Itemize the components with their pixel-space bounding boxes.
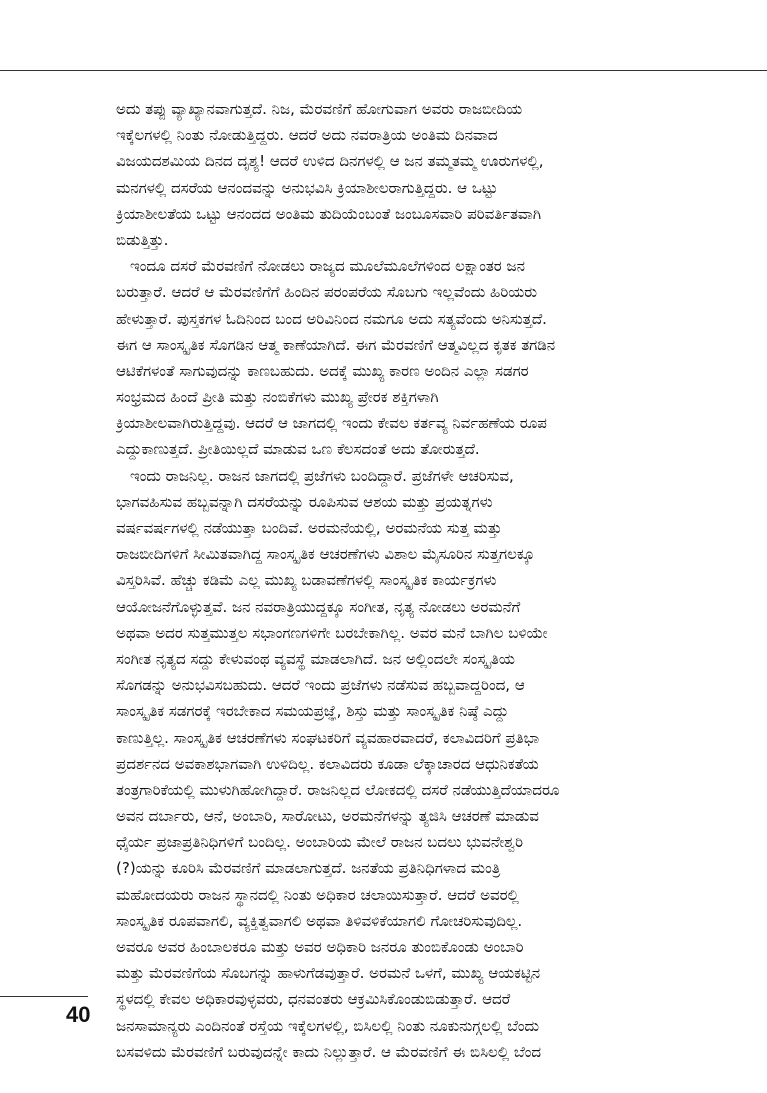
text-line: ಈಗ ಆ ಸಾಂಸ್ಕೃತಿಕ ಸೊಗಡಿನ ಆತ್ಮ ಕಾಣೆಯಾಗಿದೆ. ಈಗ ಮೆರವಣಿಗೆ ಆತ್ಮವಿಲ್ಲದ ಕೃತಕ ತಗಡಿನ [116,335,556,354]
footer-rule [0,996,88,997]
text-line: ಧೈರ್ಯ ಪ್ರಜಾಪ್ರತಿನಿಧಿಗಳಿಗೆ ಬಂದಿಲ್ಲ. ಅಂಬಾರಿಯ ಮೇಲೆ ರಾಜನ ಬದಲು ಭುವನೇಶ್ವರಿ [116,833,524,852]
text-line: ಸೊಗಡನ್ನು ಅನುಭವಿಸಬಹುದು. ಆದರೆ ಇಂದು ಪ್ರಜೆಗಳು ನಡೆಸುವ ಹಬ್ಬವಾದ್ದರಿಂದ, ಆ [116,676,525,695]
page-number: 40 [66,1002,91,1027]
text-line [116,1065,696,1091]
text-line: ಅದು ತಪ್ಪು ವ್ಯಾಖ್ಯಾನವಾಗುತ್ತದೆ. ನಿಜ, ಮೆರವಣಿಗೆ ಹೋಗುವಾಗ ಅವರು ರಾಜಬೀದಿಯ [116,100,523,118]
text-line: ಭಾಗವಹಿಸುವ ಹಬ್ಬವನ್ನಾಗಿ ದಸರೆಯನ್ನು ರೂಪಿಸುವ ಆಶಯ ಮತ್ತು ಪ್ರಯತ್ನಗಳು [116,492,493,511]
text-line: ವಿಸ್ತರಿಸಿವೆ. ಹೆಚ್ಚು ಕಡಿಮೆ ಎಲ್ಲ ಮುಖ್ಯ ಬಡಾವಣೆಗಳಲ್ಲಿ ಸಾಂಸ್ಕೃತಿಕ ಕಾರ್ಯಕ್ರಗಳು [116,571,497,590]
text-line: ಬಿಡುತ್ತಿತ್ತು. [116,230,169,249]
paragraph-start-line: ಇಂದು ರಾಜನಿಲ್ಲ. ರಾಜನ ಜಾಗದಲ್ಲಿ ಪ್ರಜೆಗಳು ಬಂದಿದ್ದಾರೆ. ಪ್ರಜೆಗಳೇ ಆಚರಿಸುವ, [130,466,514,485]
text-line: ಹೇಳುತ್ತಾರೆ. ಪುಸ್ತಕಗಳ ಓದಿನಿಂದ ಬಂದ ಅರಿವಿನಿಂದ ನಮಗೂ ಅದು ಸತ್ಯವೆಂದು ಅನಿಸುತ್ತದೆ. [116,309,547,328]
text-line: ವರ್ಷವರ್ಷಗಳಲ್ಲಿ ನಡೆಯುತ್ತಾ ಬಂದಿವೆ. ಅರಮನೆಯಲ್ಲಿ, ಅರಮನೆಯ ಸುತ್ತ ಮತ್ತು [116,519,502,537]
text-line: ಆಟಿಕೆಗಳಂತೆ ಸಾಗುವುದನ್ನು ಕಾಣಬಹುದು. ಅದಕ್ಕೆ ಮುಖ್ಯ ಕಾರಣ ಅಂದಿನ ಎಲ್ಲಾ ಸಡಗರ [116,361,529,380]
text-line: ಅವರೂ ಅವರ ಹಿಂಬಾಲಕರೂ ಮತ್ತು ಅವರ ಅಧಿಕಾರಿ ಜನರೂ ತುಂಬಿಕೊಂಡು ಅಂಬಾರಿ [116,938,524,956]
text-line: ಸಾಂಸ್ಕೃತಿಕ ರೂಪವಾಗಲಿ, ವ್ಯಕ್ತಿತ್ವವಾಗಲಿ ಅಥವಾ ತಿಳಿವಳಿಕೆಯಾಗಲಿ ಗೋಚರಿಸುವುದಿಲ್ಲ. [116,911,523,930]
header-rule [0,70,767,71]
text-line: ಮತ್ತು ಮೆರವಣಿಗೆಯ ಸೊಬಗನ್ನು ಹಾಳುಗೆಡವುತ್ತಾರೆ. ಅರಮನೆ ಒಳಗೆ, ಮುಖ್ಯ ಆಯಕಟ್ಟಿನ [116,964,541,983]
text-line: ಕಾಣುತ್ತಿಲ್ಲ. ಸಾಂಸ್ಕೃತಿಕ ಆಚರಣೆಗಳು ಸಂಘಟಕರಿಗೆ ವ್ಯವಹಾರವಾದರೆ, ಕಲಾವಿದರಿಗೆ ಪ್ರತಿಭಾ [116,728,540,747]
text-line: ಬಸವಳಿದು ಮೆರವಣಿಗೆ ಬರುವುದನ್ನೇ ಕಾದು ನಿಲ್ಲುತ್ತಾರೆ. ಆ ಮೆರವಣಿಗೆ ಈ ಬಿಸಿಲಲ್ಲಿ ಬೆಂದ [116,1042,542,1061]
text-line: ಜನಸಾಮಾನ್ಯರು ಎಂದಿನಂತೆ ರಸ್ತೆಯ ಇಕ್ಕೆಲಗಳಲ್ಲಿ, ಬಿಸಿಲಲ್ಲಿ ನಿಂತು ನೂಕುನುಗ್ಗಲಲ್ಲಿ ಬೆಂದು [116,1016,540,1035]
text-line: ಅವನ ದರ್ಬಾರು, ಆನೆ, ಅಂಬಾರಿ, ಸಾರೋಟು, ಅರಮನೆಗಳನ್ನು ತ್ಯಜಿಸಿ ಆಚರಣೆ ಮಾಡುವ [116,807,539,826]
text-line: ಎದ್ದುಕಾಣುತ್ತದೆ. ಪ್ರೀತಿಯಿಲ್ಲದೆ ಮಾಡುವ ಒಣ ಕೆಲಸದಂತೆ ಅದು ತೋರುತ್ತದೆ. [116,440,480,459]
text-line: ಸ್ಥಳದಲ್ಲಿ ಕೇವಲ ಅಧಿಕಾರವುಳ್ಳವರು, ಧನವಂತರು ಆಕ್ರಮಿಸಿಕೊಂಡುಬಿಡುತ್ತಾರೆ. ಆದರೆ [116,990,511,1009]
text-line: ರಾಜಬೀದಿಗಳಿಗೆ ಸೀಮಿತವಾಗಿದ್ದ ಸಾಂಸ್ಕೃತಿಕ ಆಚರಣೆಗಳು ವಿಶಾಲ ಮೈಸೂರಿನ ಸುತ್ತಗಲಕ್ಕೂ [116,545,535,564]
text-line: ಇಕ್ಕೆಲಗಳಲ್ಲಿ ನಿಂತು ನೋಡುತ್ತಿದ್ದರು. ಆದರೆ ಅದು ನವರಾತ್ರಿಯ ಅಂತಿಮ ದಿನವಾದ [116,126,498,145]
text-line: ವಿಜಯದಶಮಿಯ ದಿನದ ದೃಶ್ಯ! ಆದರೆ ಉಳಿದ ದಿನಗಳಲ್ಲಿ ಆ ಜನ ತಮ್ಮತಮ್ಮ ಊರುಗಳಲ್ಲಿ, [116,152,544,171]
text-line: ಸಂಭ್ರಮದ ಹಿಂದೆ ಪ್ರೀತಿ ಮತ್ತು ನಂಬಿಕೆಗಳು ಮುಖ್ಯ ಪ್ರೇರಕ ಶಕ್ತಿಗಳಾಗಿ [116,388,439,407]
text-line: (?)ಯನ್ನು ಕೂರಿಸಿ ಮೆರವಣಿಗೆ ಮಾಡಲಾಗುತ್ತದೆ. ಜನತೆಯ ಪ್ರತಿನಿಧಿಗಳಾದ ಮಂತ್ರಿ [116,859,501,878]
text-line: ಅಥವಾ ಅದರ ಸುತ್ತಮುತ್ತಲ ಸಭಾಂಗಣಗಳಿಗೇ ಬರಬೇಕಾಗಿಲ್ಲ. ಅವರ ಮನೆ ಬಾಗಿಲ ಬಳಿಯೇ [116,623,548,642]
text-line: ಪ್ರದರ್ಶನದ ಅವಕಾಶಭಾಗವಾಗಿ ಉಳಿದಿಲ್ಲ. ಕಲಾವಿದರು ಕೂಡಾ ಲೆಕ್ಕಾಚಾರದ ಆಧುನಿಕತೆಯ [116,754,539,773]
text-line: ಕ್ರಿಯಾಶೀಲತೆಯ ಒಟ್ಟು ಆನಂದದ ಅಂತಿಮ ತುದಿಯೆಂಬಂತೆ ಜಂಬೂಸವಾರಿ ಪರಿವರ್ತಿತವಾಗಿ [116,204,542,223]
text-line: ತಂತ್ರಗಾರಿಕೆಯಲ್ಲಿ ಮುಳುಗಿಹೋಗಿದ್ದಾರೆ. ರಾಜನಿಲ್ಲದ ಲೋಕದಲ್ಲಿ ದಸರೆ ನಡೆಯುತ್ತಿದೆಯಾದರೂ [116,780,560,799]
text-line: ಸಂಗೀತ ನೃತ್ಯದ ಸದ್ದು ಕೇಳುವಂಥ ವ್ಯವಸ್ಥೆ ಮಾಡಲಾಗಿದೆ. ಜನ ಅಲ್ಲಿಂದಲೇ ಸಂಸ್ಕೃತಿಯ [116,649,515,668]
text-line: ಬರುತ್ತಾರೆ. ಆದರೆ ಆ ಮೆರವಣಿಗೆಗೆ ಹಿಂದಿನ ಪರಂಪರೆಯ ಸೊಬಗು ಇಲ್ಲವೆಂದು ಹಿರಿಯರು [116,283,538,302]
text-line: ಕ್ರಿಯಾಶೀಲವಾಗಿರುತ್ತಿದ್ದವು. ಆದರೆ ಆ ಜಾಗದಲ್ಲಿ ಇಂದು ಕೇವಲ ಕರ್ತವ್ಯ ನಿರ್ವಹಣೆಯ ರೂಪ [116,414,547,433]
text-line: ಆಯೋಜನೆಗೊಳ್ಳುತ್ತವೆ. ಜನ ನವರಾತ್ರಿಯುದ್ದಕ್ಕೂ ಸಂಗೀತ, ನೃತ್ಯ ನೋಡಲು ಅರಮನೆಗೆ [116,597,521,616]
text-line: ಮಹೋದಯರು ರಾಜನ ಸ್ಥಾನದಲ್ಲಿ ನಿಂತು ಅಧಿಕಾರ ಚಲಾಯಿಸುತ್ತಾರೆ. ಆದರೆ ಅವರಲ್ಲಿ [116,885,519,904]
text-line: ಸಾಂಸ್ಕೃತಿಕ ಸಡಗರಕ್ಕೆ ಇರಬೇಕಾದ ಸಮಯಪ್ರಜ್ಞೆ, ಶಿಸ್ತು ಮತ್ತು ಸಾಂಸ್ಕೃತಿಕ ನಿಷ್ಠೆ ಎದ್ದು [116,702,509,721]
paragraph-start-line: ಇಂದೂ ದಸರೆ ಮೆರವಣಿಗೆ ನೋಡಲು ರಾಜ್ಯದ ಮೂಲೆಮೂಲೆಗಳಿಂದ ಲಕ್ಷಾಂತರ ಜನ [130,257,525,276]
text-line: ಮನಗಳಲ್ಲಿ ದಸರೆಯ ಆನಂದವನ್ನು ಅನುಭವಿಸಿ ಕ್ರಿಯಾಶೀಲರಾಗುತ್ತಿದ್ದರು. ಆ ಒಟ್ಟು [116,178,498,197]
body-text [116,96,696,1091]
